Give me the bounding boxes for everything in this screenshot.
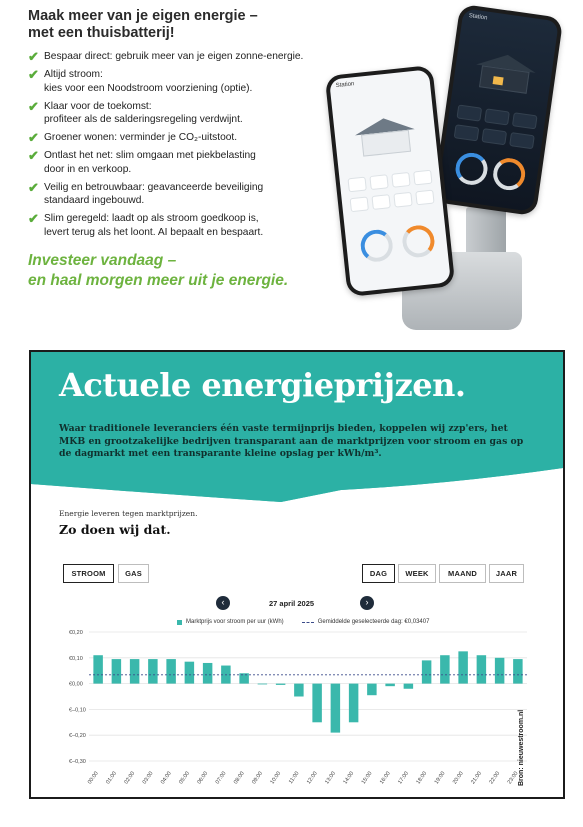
legend-label-price: Marktprijs voor stroom per uur (kWh)	[186, 619, 284, 625]
y-tick-label: €–0,30	[69, 759, 86, 765]
phones-illustration	[306, 2, 556, 342]
benefit-item	[28, 100, 328, 127]
benefit-line: profiteer als de salderingsregeling verdwijnt.	[44, 114, 243, 125]
checkmark-icon: ✔	[28, 148, 39, 163]
panel-title: Actuele energieprijzen.	[59, 366, 466, 404]
price-bar	[513, 659, 522, 684]
checkmark-icon: ✔	[28, 179, 39, 195]
price-bar	[385, 684, 394, 687]
checkmark-icon: ✔	[28, 98, 39, 114]
phone-dark-mode	[433, 4, 564, 217]
price-bar	[148, 659, 157, 684]
house-day-illustration	[354, 115, 417, 157]
x-tick-label: 10:00	[269, 770, 283, 786]
benefit-line: Groener wonen: verminder je CO₂-uitstoot.	[44, 132, 238, 143]
phone-light-screen	[329, 69, 451, 292]
x-tick-label: 16:00	[378, 770, 392, 786]
price-bar	[258, 684, 267, 685]
benefit-item	[28, 68, 328, 95]
price-bar	[349, 684, 358, 723]
benefit-line: Veilig en betrouwbaar: geavanceerde beveiliging	[44, 181, 264, 193]
price-bar	[367, 684, 376, 696]
x-tick-label: 00:00	[86, 770, 100, 786]
benefit-item	[28, 181, 328, 208]
panel-intro: Waar traditionele leveranciers één vaste termijnprijs bieden, koppelen wij zzp'ers, het MKB en grootzakelijke bedrijven transparant aan de marktprijzen voor stroom en gas op de dagmarkt met een transparante kleine opslag per kWh/m³.	[59, 423, 524, 459]
card-caption: Energie leveren tegen marktprijzen.	[59, 509, 198, 518]
checkmark-icon: ✔	[28, 211, 39, 226]
y-tick-label: €–0,10	[69, 707, 86, 714]
benefit-line: Altijd stroom:	[44, 69, 103, 80]
x-tick-label: 06:00	[196, 770, 210, 786]
source-label: Bron: nieuwestroom.nl	[518, 709, 525, 786]
benefit-item	[28, 131, 328, 145]
price-bar	[477, 655, 486, 683]
x-tick-label: 17:00	[397, 770, 411, 786]
benefit-line: kies voor een Noodstroom voorziening (optie).	[44, 82, 253, 94]
price-bar	[312, 684, 321, 723]
price-bar	[440, 655, 449, 683]
phone-dark-gauge-left	[453, 151, 489, 187]
date-label: 27 april 2025	[269, 599, 315, 608]
x-tick-label: 08:00	[232, 770, 246, 786]
price-bar	[495, 658, 504, 684]
benefit-line: Ontlast het net: slim omgaan met piekbelasting	[44, 150, 256, 161]
jaar-button[interactable]: JAAR	[489, 564, 524, 583]
x-tick-label: 13:00	[324, 770, 338, 786]
price-bar	[404, 684, 413, 689]
x-tick-label: 09:00	[251, 770, 265, 786]
checkmark-icon: ✔	[28, 67, 39, 82]
y-tick-label: €0,20	[69, 630, 83, 636]
benefit-item	[28, 149, 328, 176]
next-day-icon[interactable]: ›	[360, 596, 374, 610]
price-card	[31, 492, 563, 797]
x-tick-label: 02:00	[123, 770, 137, 786]
maand-button[interactable]: MAAND	[439, 564, 486, 583]
card-heading: Zo doen wij dat.	[59, 522, 171, 537]
promo-title-line-2: met een thuisbatterij!	[28, 25, 175, 41]
benefit-line: Slim geregeld: laadt op als stroom goedkoop is,	[44, 213, 259, 224]
phone-light-tiles	[347, 170, 432, 193]
tagline-line-1: Investeer vandaag –	[28, 252, 177, 269]
phone-light-tiles-2	[350, 190, 435, 213]
x-tick-label: 19:00	[433, 770, 447, 786]
price-bar	[185, 662, 194, 684]
benefit-item	[28, 50, 328, 64]
x-tick-label: 15:00	[360, 770, 374, 786]
price-bar	[422, 660, 431, 683]
price-bar	[203, 663, 212, 684]
y-tick-label: €–0,20	[69, 733, 86, 740]
phone-light-gauge-right	[401, 224, 436, 259]
benefit-line: Klaar voor de toekomst:	[44, 100, 152, 112]
x-tick-label: 21:00	[470, 770, 484, 786]
x-tick-label: 23:00	[506, 770, 520, 786]
y-tick-label: €0,00	[69, 681, 83, 688]
price-bar	[130, 659, 139, 684]
x-tick-label: 05:00	[178, 770, 192, 786]
benefit-line: levert terug als het loont. AI bepaalt en bespaart.	[44, 226, 264, 238]
price-bar	[331, 684, 340, 733]
phone-light-gauge-left	[359, 228, 394, 263]
week-button[interactable]: WEEK	[398, 564, 436, 583]
legend-label-average: Gemiddelde geselecteerde dag: €0,03407	[317, 619, 430, 625]
phone-dark-gauge-right	[491, 156, 527, 192]
y-tick-label: €0,10	[69, 655, 83, 662]
price-bar	[93, 655, 102, 683]
price-bar	[294, 684, 303, 697]
stroom-button[interactable]: STROOM	[63, 564, 114, 583]
price-bar	[458, 651, 467, 683]
x-tick-label: 01:00	[105, 770, 119, 786]
promo-title-line-1: Maak meer van je eigen energie –	[28, 8, 258, 24]
x-tick-label: 20:00	[451, 770, 465, 786]
price-bar	[276, 684, 285, 685]
phone-light-mode	[325, 65, 456, 297]
x-tick-label: 14:00	[342, 770, 356, 786]
energy-prices-panel	[29, 350, 565, 799]
gas-button[interactable]: GAS	[118, 564, 149, 583]
previous-day-icon[interactable]: ‹	[216, 596, 230, 610]
x-tick-label: 07:00	[214, 770, 228, 786]
x-tick-label: 04:00	[159, 770, 173, 786]
price-bar-chart	[31, 492, 563, 797]
x-tick-label: 03:00	[141, 770, 155, 786]
x-tick-label: 11:00	[287, 770, 301, 786]
checkmark-icon: ✔	[28, 130, 39, 145]
phone-dark-title: Station	[468, 13, 488, 22]
phone-dark-screen	[437, 8, 559, 211]
benefit-item	[28, 212, 328, 239]
x-tick-label: 22:00	[488, 770, 502, 786]
price-bar	[239, 673, 248, 683]
phone-light-title: Station	[335, 81, 355, 90]
x-tick-label: 12:00	[305, 770, 319, 786]
tagline-line-2: en haal morgen meer uit je energie.	[28, 272, 289, 289]
dag-button[interactable]: DAG	[362, 564, 395, 583]
phone-dark-tiles-2	[454, 124, 535, 149]
benefit-line: Bespaar direct: gebruik meer van je eigen zonne-energie.	[44, 51, 304, 62]
benefit-line: door in en verkoop.	[44, 163, 132, 175]
checkmark-icon: ✔	[28, 49, 39, 64]
price-bar	[166, 659, 175, 684]
price-bar	[112, 659, 121, 684]
house-night-illustration	[473, 51, 537, 95]
x-tick-label: 18:00	[415, 770, 429, 786]
benefit-line: standaard ingebouwd.	[44, 195, 145, 206]
